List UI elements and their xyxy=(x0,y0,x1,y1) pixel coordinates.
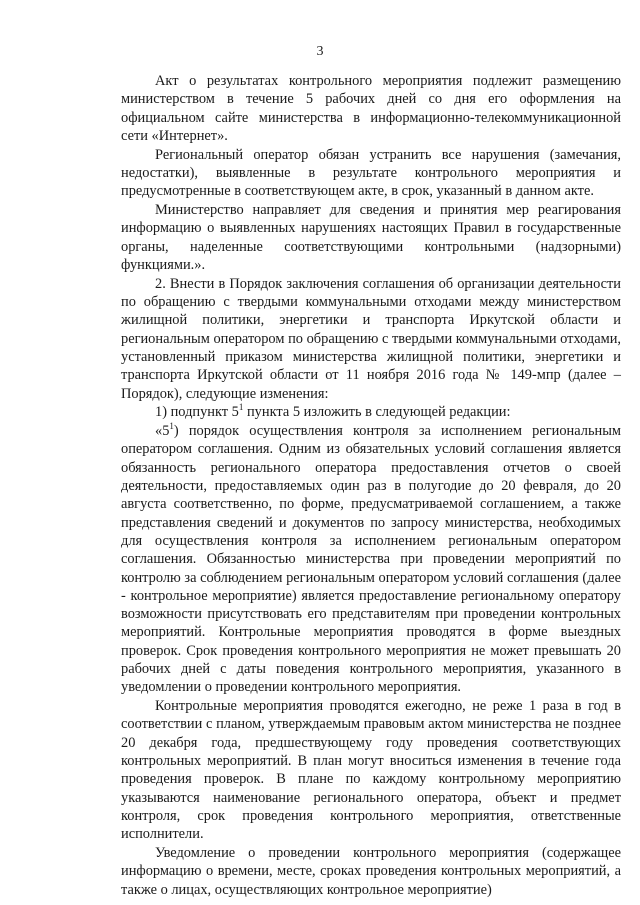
subclause-text-before: 1) подпункт 5 xyxy=(155,404,239,421)
paragraph-control-procedure xyxy=(121,422,621,696)
control-text-before: «5 xyxy=(155,423,170,440)
document-body xyxy=(121,72,621,899)
subclause-superscript: 1 xyxy=(238,402,244,413)
paragraph-annual-plan: Контрольные мероприятия проводятся ежегодно, не реже 1 раза в год в соответствии с планом, утверждаемым правовым актом министерства не позднее 20 декабря года, предшествующему году проведения соответствующих контрольных мероприятий. В план могут вноситься изменения в течение года проведения проверок. В плане по каждому контрольному мероприятию указываются наименование регионального оператора, объект и предмет контроля, срок проведения контрольного мероприятия, ответственные исполнители. xyxy=(121,698,621,843)
subclause-text-after: пункта 5 изложить в следующей редакции: xyxy=(243,404,511,421)
paragraph-act-publication: Акт о результатах контрольного мероприятия подлежит размещению министерством в течение 5 рабочих дней со дня его оформления на официальном сайте министерства в информационно-телекоммуникационной сети «Интернет». xyxy=(121,73,621,144)
paragraph-ministry-notification: Министерство направляет для сведения и принятия мер реагирования информацию о выявленных нарушениях настоящих Правил в государственные органы, наделенные соответствующими контрольными (надзорными) функциями.». xyxy=(121,202,621,273)
paragraph-notification: Уведомление о проведении контрольного мероприятия (содержащее информацию о времени, месте, сроках проведения контрольных мероприятий, а также о лицах, осуществляющих контрольное мероприятие) xyxy=(121,844,621,898)
page-number: 3 xyxy=(316,44,324,59)
control-text-after: ) порядок осуществления контроля за исполнением региональным оператором соглашения. Одним из обязательных условий соглашения является обязанность регионального оператора предоставления отчетов о своей деятельности, предоставляемых один раз в полугодие до 20 февраля, до 20 августа соответственно, по форме, предусматриваемой соглашением, а также представления сведений и документов по запросу министерства, необходимых для осуществления контроля за исполнением региональным оператором соглашения. Обязанностью министерства при проведении мероприятий по контролю за соблюдением региональным оператором условий соглашения (далее - контрольное мероприятие) является предоставление региональному оператору возможности присутствовать его представителям при проведении контрольных мероприятий. Контрольные мероприятия проводятся в форме выездных проверок. Срок проведения контрольного мероприятия не может превышать 20 рабочих дней с даты поведения контрольного мероприятия, указанного в уведомлении о проведении контрольного мероприятия. xyxy=(121,423,621,696)
paragraph-subclause-amendment xyxy=(121,403,621,421)
paragraph-operator-obligations: Региональный оператор обязан устранить все нарушения (замечания, недостатки), выявленные в результате контрольного мероприятия и предусмотренные в соответствующем акте, в срок, указанный в данном акте. xyxy=(121,146,621,200)
control-superscript: 1 xyxy=(169,421,174,432)
paragraph-amend-procedure: 2. Внести в Порядок заключения соглашения об организации деятельности по обращению с твердыми коммунальными отходами между министерством жилищной политики, энергетики и транспорта Иркутской области и региональным оператором по обращению с твердыми коммунальными отходами, установленный приказом министерства жилищной политики, энергетики и транспорта Иркутской области от 11 ноября 2016 года № 149-мпр (далее – Порядок), следующие изменения: xyxy=(121,275,621,402)
